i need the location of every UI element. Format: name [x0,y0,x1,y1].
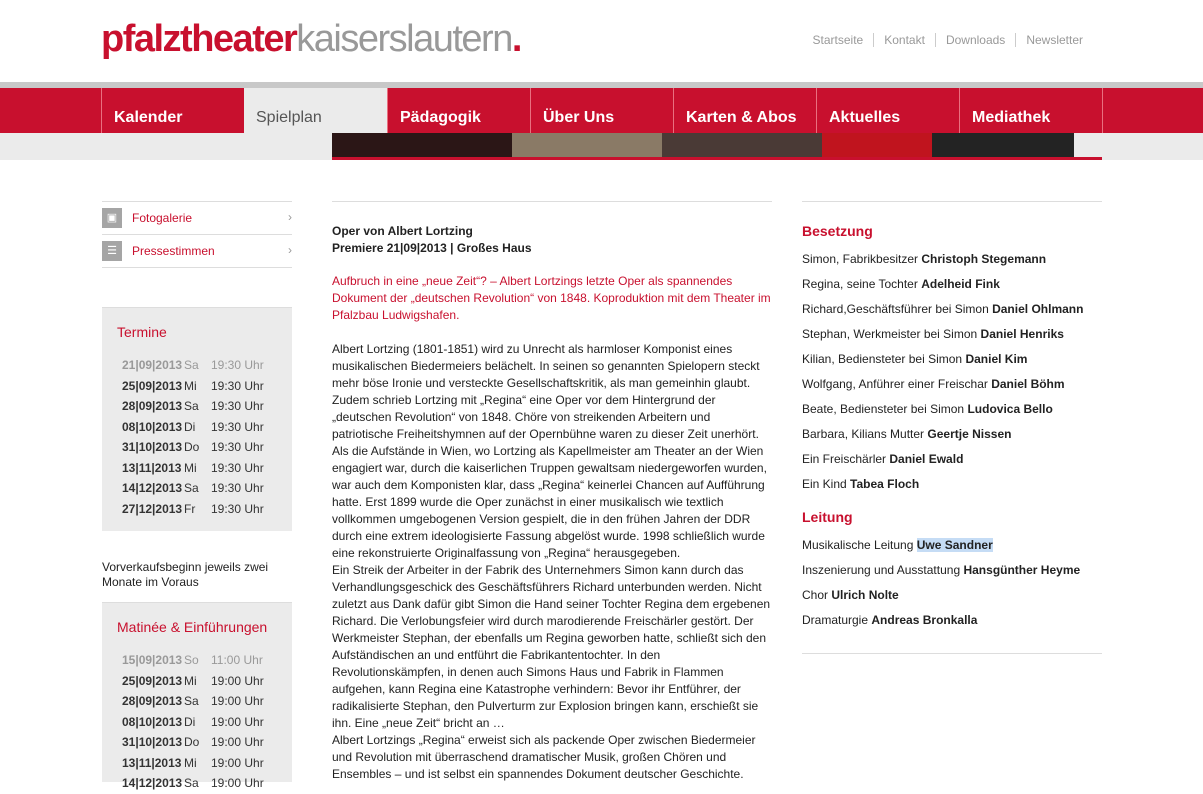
nav-karten-abos[interactable]: Karten & Abos [673,88,816,133]
chevron-right-icon: › [288,243,292,257]
cast-name: Ludovica Bello [967,402,1053,416]
time: 19:30 Uhr [211,440,264,454]
weekday: Di [184,714,196,729]
time: 19:30 Uhr [211,501,264,516]
body-paragraph: Ein Streik der Arbeiter in der Fabrik des Unternehmers Simon kann durch das Verhandlungsgeschick des Geschäftsführers Richard unterbunden werden. Nicht zuletzt aus Dank dafür gibt Simon die Hand seiner Tochter Regina dem ergebenen Richard. Die Verlobungsfeier wird durch marodierende Freischärler gestört. Der Werkmeister Stephan, der ebenfalls um Regina geworben hatte, schließt sich den Aufständischen an und entführt die Fabrikantentochter. In den Revolutionskämpfen, in denen auch Simons Haus und Fabrik in Flammen aufgehen, kann Regina eine Katastrophe verhindern: Bevor ihr Entführer, der radikalisierte Stephan, den Pulverturm zur Explosion bringen kann, erschießt sie ihn. Eine „neue Zeit“ bricht an … [332,563,771,730]
date-row[interactable] [122,437,292,458]
weekday: Sa [184,481,199,495]
date-row[interactable] [122,712,292,733]
cast-name: Daniel Böhm [991,377,1065,391]
logo-dot: . [511,18,521,60]
date: 13|11|2013 [122,755,182,770]
link-downloads[interactable]: Downloads [935,33,1015,47]
hero-segment [332,133,512,157]
date: 28|09|2013 [122,694,183,708]
main-nav [0,88,1203,133]
sidebar-link-label: Fotogalerie [132,211,193,225]
weekday: Sa [184,358,199,372]
cast-row [802,472,1102,497]
time: 19:00 Uhr [211,714,264,729]
cast-row [802,422,1102,447]
production-subtitle: Oper von Albert Lortzing [332,224,473,238]
besetzung-list [802,247,1102,497]
cast-name: Adelheid Fink [921,277,1000,291]
cast-row [802,533,1102,558]
nav-end-divider [1102,88,1103,133]
cast-name: Geertje Nissen [927,427,1012,441]
date: 08|10|2013 [122,714,183,729]
date: 15|09|2013 [122,653,183,667]
date-row[interactable] [122,417,292,438]
termine-title: Termine [117,324,167,340]
cast-name: Andreas Bronkalla [871,613,978,627]
date-row[interactable] [122,691,292,712]
nav-ueber-uns[interactable]: Über Uns [530,88,673,133]
termine-box [102,308,292,531]
cast-row [802,347,1102,372]
date: 21|09|2013 [122,358,183,372]
weekday: Do [184,440,200,454]
weekday: Mi [184,378,197,393]
cast-role: Stephan, Werkmeister bei Simon [802,327,978,341]
vorverkauf-note: Vorverkaufsbeginn jeweils zwei Monate im Voraus [102,560,269,589]
logo-grey-text: kaiserslautern [296,18,512,60]
lead-text: Aufbruch in eine „neue Zeit“? – Albert Lortzings letzte Oper als spannendes Dokument der „deutschen Revolution“ von 1848. Koproduktion mit dem Theater im Pfalzbau Ludwigshafen. [332,274,771,322]
cast-row [802,608,1102,633]
weekday: Mi [184,460,197,475]
cast-role: Beate, Bediensteter bei Simon [802,402,965,416]
weekday: Sa [184,776,199,790]
weekday: Fr [184,501,196,516]
hero-underline [332,157,1102,160]
cast-row [802,558,1102,583]
date: 14|12|2013 [122,481,183,495]
link-startseite[interactable]: Startseite [812,33,864,47]
cast-row [802,372,1102,397]
cast-name: Christoph Stegemann [921,252,1047,266]
time: 19:30 Uhr [211,481,264,495]
cast-name: Ulrich Nolte [831,588,899,602]
link-newsletter[interactable]: Newsletter [1015,33,1093,47]
cast-row [802,247,1102,272]
production-title [332,223,772,257]
cast-column [802,201,1102,654]
chevron-right-icon: › [288,210,292,224]
date-row[interactable] [122,732,292,753]
date: 28|09|2013 [122,399,183,413]
nav-kalender[interactable]: Kalender [101,88,244,133]
cast-role: Musikalische Leitung [802,538,914,552]
sidebar-links [102,201,292,268]
cast-role: Barbara, Kilians Mutter [802,427,925,441]
link-kontakt[interactable]: Kontakt [873,33,935,47]
cast-role: Ein Kind [802,477,847,491]
date-row[interactable] [122,355,292,376]
nav-paedagogik[interactable]: Pädagogik [387,88,530,133]
leitung-title: Leitung [802,509,853,525]
body-paragraph: Albert Lortzings „Regina“ erweist sich als packende Oper zwischen Biedermeier und Revolution mit überraschend dramatischer Musik, großen Chören und Ensembles – und ist selbst ein spannendes Dokument deutscher Geschichte. [332,733,756,781]
cast-name: Hansgünther Heyme [963,563,1081,577]
leitung-list [802,533,1102,633]
cast-role: Richard,Geschäftsführer bei Simon [802,302,989,316]
hero-segment [822,133,932,157]
sidebar-link-pressestimmen[interactable] [102,235,292,268]
time: 19:00 Uhr [211,776,264,790]
date: 31|10|2013 [122,735,183,749]
date: 14|12|2013 [122,776,183,790]
cast-row [802,447,1102,472]
matinee-title: Matinée & Einführungen [117,619,268,635]
date-row[interactable] [122,478,292,499]
date-row[interactable] [122,376,292,397]
time: 19:00 Uhr [211,755,264,770]
time: 19:30 Uhr [211,358,264,372]
cast-role: Ein Freischärler [802,452,887,466]
date-row[interactable] [122,753,292,774]
date: 13|11|2013 [122,460,182,475]
main-content [332,201,772,783]
termine-list [102,340,292,519]
matinee-box [102,603,292,790]
date: 27|12|2013 [122,501,183,516]
cast-name: Uwe Sandner [916,538,993,552]
cast-row [802,322,1102,347]
body-paragraph: Albert Lortzing (1801-1851) wird zu Unrecht als harmloser Komponist eines musikalischen Biedermeiers belächelt. In seinen so genannten Spielopern steckt mehr böse Ironie und versteckte Gesellschaftskritik, als man gemeinhin glaubt. Zudem schrieb Lortzing mit „Regina“ eine Oper vor dem Hintergrund der „deutschen Revolution“ von 1848. Chöre von streikenden Arbeitern und patriotische Freiheitshymnen auf der Opernbühne waren zu dieser Zeit unerhört. Als die Aufstände in Wien, wo Lortzing als Kapellmeister am Theater an der Wien engagiert war, durch die kaiserlichen Truppen gewaltsam niedergeworfen wurden, war auch dem Komponisten klar, dass „Regina“ keinerlei Chancen auf Aufführung hatte. Erst 1899 wurde die Oper zunächst in einer musikalisch wie textlich vollkommen umgebogenen Version gespielt, die in den frühen Jahren der DDR durch eine extrem ideologisierte Fassung abgelöst wurde. 1998 schließlich wurde eine rekonstruierte Originalfassung von „Regina“ herausgegeben. [332,342,767,560]
cast-row [802,397,1102,422]
cast-role: Wolfgang, Anführer einer Freischar [802,377,988,391]
logo-red-text: pfalztheater [101,18,297,60]
sidebar-link-label: Pressestimmen [132,244,215,258]
weekday: Sa [184,694,199,708]
cast-role: Chor [802,588,829,602]
time: 19:30 Uhr [211,460,264,475]
hero-segment [662,133,822,157]
date: 08|10|2013 [122,419,183,434]
time: 11:00 Uhr [211,653,263,667]
besetzung-title: Besetzung [802,223,873,239]
premiere-info: Premiere 21|09|2013 | Großes Haus [332,241,532,255]
body-text [332,341,772,783]
time: 19:00 Uhr [211,694,264,708]
nav-aktuelles[interactable]: Aktuelles [816,88,959,133]
date-row[interactable] [122,499,292,520]
cast-role: Kilian, Bediensteter bei Simon [802,352,963,366]
cast-name: Daniel Ewald [889,452,964,466]
camera-icon: ▣ [102,208,122,228]
time: 19:00 Uhr [211,673,264,688]
nav-mediathek[interactable]: Mediathek [959,88,1102,133]
time: 19:30 Uhr [211,399,264,413]
weekday: Mi [184,755,197,770]
matinee-list [102,635,292,794]
hero-segment [512,133,662,157]
cast-role: Dramaturgie [802,613,869,627]
document-icon: ☰ [102,241,122,261]
cast-name: Daniel Henriks [980,327,1064,341]
date: 25|09|2013 [122,378,183,393]
hero-image [332,133,1074,157]
date-row[interactable] [122,458,292,479]
date-row[interactable] [122,773,292,794]
cast-name: Daniel Kim [965,352,1028,366]
date: 31|10|2013 [122,440,183,454]
weekday: Di [184,419,196,434]
logo[interactable] [101,20,521,58]
cast-name: Daniel Ohlmann [992,302,1084,316]
time: 19:30 Uhr [211,378,264,393]
cast-role: Simon, Fabrikbesitzer [802,252,919,266]
cast-row [802,583,1102,608]
date-row[interactable] [122,396,292,417]
cast-row [802,272,1102,297]
date: 25|09|2013 [122,673,183,688]
time: 19:30 Uhr [211,419,264,434]
sidebar-link-fotogalerie[interactable] [102,202,292,235]
date-row[interactable] [122,650,292,671]
time: 19:00 Uhr [211,735,264,749]
top-links [803,33,1093,47]
hero-segment [932,133,1074,157]
cast-role: Regina, seine Tochter [802,277,918,291]
weekday: So [184,653,199,667]
cast-row [802,297,1102,322]
weekday: Do [184,735,200,749]
cast-role: Inszenierung und Ausstattung [802,563,961,577]
weekday: Sa [184,399,199,413]
weekday: Mi [184,673,197,688]
cast-name: Tabea Floch [850,477,920,491]
date-row[interactable] [122,671,292,692]
nav-spielplan[interactable]: Spielplan [244,88,387,133]
cast-divider [802,653,1102,654]
